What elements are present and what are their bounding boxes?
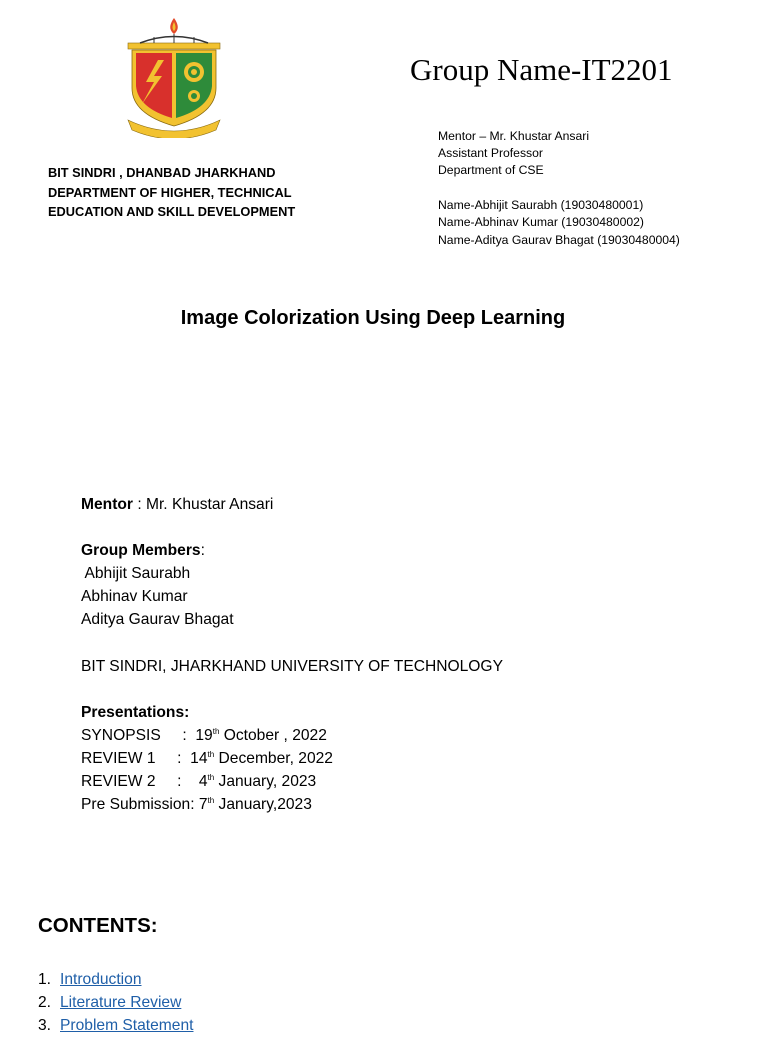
institution-line: DEPARTMENT OF HIGHER, TECHNICAL: [48, 184, 292, 200]
contents-heading: CONTENTS:: [38, 914, 158, 937]
toc-item: 1. Introduction: [38, 971, 142, 988]
project-info-block: [81, 493, 503, 816]
member-line: Abhijit Saurabh: [81, 565, 191, 583]
document-title: Image Colorization Using Deep Learning: [180, 307, 566, 329]
presentations-heading: Presentations:: [81, 703, 190, 721]
group-members-label: Group Members: [81, 542, 201, 560]
mentor-details-block: [438, 128, 680, 249]
toc-link-literature-review[interactable]: Literature Review: [60, 994, 182, 1012]
institution-line: BIT SINDRI , DHANBAD JHARKHAND: [48, 165, 276, 180]
institution-line: EDUCATION AND SKILL DEVELOPMENT: [48, 204, 296, 219]
toc-item: 2. Literature Review: [38, 994, 182, 1012]
institution-block: [48, 163, 295, 222]
university-line: BIT SINDRI, JHARKHAND UNIVERSITY OF TECHNOLOGY: [81, 657, 503, 675]
presentation-row: SYNOPSIS : 19th October , 2022: [81, 726, 327, 744]
mentor-designation: Assistant Professor: [438, 146, 543, 161]
member-name-line: Name-Abhinav Kumar (19030480002): [438, 215, 644, 230]
mentor-value: : Mr. Khustar Ansari: [132, 496, 274, 513]
toc-link-problem-statement[interactable]: Problem Statement: [60, 1017, 194, 1035]
presentation-row: REVIEW 1 : 14th December, 2022: [81, 750, 333, 768]
presentation-row: Pre Submission: 7th January,2023: [81, 796, 312, 814]
group-name-title: Group Name-IT2201: [410, 52, 673, 87]
mentor-line: [81, 493, 503, 516]
toc-item: 3. Problem Statement: [38, 1017, 194, 1035]
toc-link-introduction[interactable]: Introduction: [60, 971, 142, 988]
presentation-row: REVIEW 2 : 4th January, 2023: [81, 773, 317, 791]
table-of-contents: [38, 968, 193, 1037]
member-name-line: Name-Abhijit Saurabh (19030480001): [438, 198, 644, 213]
mentor-name: Mentor – Mr. Khustar Ansari: [438, 129, 590, 143]
group-members-heading: Group Members:: [81, 542, 205, 560]
member-line: Aditya Gaurav Bhagat: [81, 611, 234, 629]
mentor-label: Mentor: [81, 496, 133, 513]
member-line: Abhinav Kumar: [81, 588, 188, 606]
college-crest-logo: [124, 16, 224, 138]
member-name-line: Name-Aditya Gaurav Bhagat (19030480004): [438, 232, 680, 247]
mentor-department: Department of CSE: [438, 163, 544, 178]
